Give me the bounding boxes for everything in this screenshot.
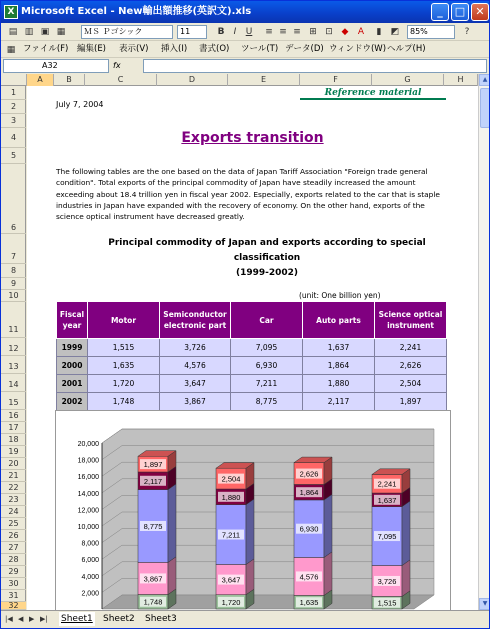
- header-car[interactable]: Car: [231, 302, 303, 339]
- new-icon[interactable]: ▤: [8, 27, 18, 37]
- first-sheet-icon[interactable]: |◀: [5, 615, 13, 623]
- title-bar[interactable]: [1, 1, 490, 23]
- table-title-line2: classification: [233, 253, 301, 263]
- select-all-corner[interactable]: [1, 74, 27, 86]
- data-label: 4,576: [299, 572, 319, 582]
- exports-table: [56, 301, 447, 411]
- open-icon[interactable]: ▥: [24, 27, 34, 37]
- cell-value[interactable]: 3,726: [160, 339, 231, 357]
- menu-help[interactable]: ヘルプ(H): [387, 44, 426, 54]
- row-header[interactable]: 25: [1, 518, 26, 530]
- row-header[interactable]: 14: [1, 374, 26, 392]
- menu-window[interactable]: ウィンドウ(W): [329, 44, 387, 54]
- row-header[interactable]: 20: [1, 458, 26, 470]
- data-label: 3,647: [221, 575, 241, 585]
- row-header[interactable]: 3: [1, 114, 26, 128]
- window-title: Microsoft Excel - New輸出額推移(英訳文).xls: [21, 6, 252, 17]
- y-tick-label: 14,000: [77, 490, 99, 498]
- bar-side: [246, 499, 254, 564]
- row-header[interactable]: 7: [1, 234, 26, 264]
- row-header[interactable]: 28: [1, 554, 26, 566]
- row-headers: [1, 86, 26, 610]
- header-semiconductor[interactable]: Semiconductor electronic part: [160, 302, 231, 339]
- cell-year[interactable]: 2002: [57, 393, 88, 411]
- y-tick-label: 10,000: [77, 524, 99, 531]
- close-button[interactable]: ✕: [471, 3, 489, 21]
- prev-sheet-icon[interactable]: ◀: [18, 615, 24, 623]
- data-label: 2,626: [299, 469, 319, 479]
- fill-color-icon[interactable]: ◆: [341, 27, 349, 37]
- row-header[interactable]: 23: [1, 494, 26, 506]
- bar-side: [324, 552, 332, 596]
- menu-tools[interactable]: ツール(T): [241, 44, 279, 54]
- table-title-line1: Principal commodity of Japan and exports according to special: [108, 238, 426, 248]
- data-label: 1,637: [377, 495, 397, 505]
- row-header[interactable]: 32: [1, 602, 26, 610]
- data-label: 2,504: [221, 474, 241, 484]
- row-header[interactable]: 10: [1, 290, 26, 302]
- next-sheet-icon[interactable]: ▶: [29, 615, 35, 623]
- cell-value[interactable]: 8,775: [231, 393, 303, 411]
- cell-value[interactable]: 1,880: [303, 375, 375, 393]
- y-tick-label: 18,000: [77, 457, 99, 465]
- y-tick-label: 6,000: [81, 557, 99, 565]
- fx-icon[interactable]: fx: [113, 61, 121, 70]
- workbook-icon: ▦: [6, 45, 16, 55]
- scroll-thumb[interactable]: [480, 88, 490, 128]
- cell-year[interactable]: 1999: [57, 339, 88, 357]
- align-left-icon[interactable]: ≡: [265, 27, 273, 37]
- row-header[interactable]: 9: [1, 278, 26, 290]
- description-paragraph: The following tables are the one based on the data of Japan Tariff Association "Foreign trade general condition". Total exports of the principal commodity of Japan have steadily increased the amount exceeding about 18.4 trillion yen in fiscal year 2002. Especially, exports related to the car that is staple industries in Japan have expanded with the recovery of economy. On the other hand, exports of the science optical instrument have decreased greatly.: [56, 167, 440, 222]
- row-header[interactable]: 11: [1, 302, 26, 338]
- row-header[interactable]: 15: [1, 392, 26, 410]
- data-label: 3,867: [143, 574, 163, 584]
- name-box[interactable]: A32: [3, 59, 109, 73]
- row-header[interactable]: 8: [1, 264, 26, 278]
- y-tick-label: 2,000: [81, 590, 99, 598]
- cell-value[interactable]: 3,867: [160, 393, 231, 411]
- column-header-a[interactable]: A: [27, 74, 54, 86]
- unit-label: (unit: One billion yen): [299, 291, 381, 300]
- column-header-e[interactable]: E: [228, 74, 300, 86]
- bar-side: [168, 484, 176, 562]
- borders-icon[interactable]: ⊡: [325, 27, 333, 37]
- bar-side: [402, 560, 410, 597]
- cell-value[interactable]: 7,095: [231, 339, 303, 357]
- maximize-button[interactable]: □: [451, 3, 469, 21]
- formula-bar: [1, 58, 490, 74]
- row-header[interactable]: 19: [1, 446, 26, 458]
- cell-value[interactable]: 1,720: [88, 375, 160, 393]
- save-icon[interactable]: ▣: [40, 27, 50, 37]
- reference-label: Reference material: [300, 87, 446, 100]
- row-header[interactable]: 1: [1, 86, 26, 100]
- scroll-down-icon[interactable]: ▼: [479, 598, 490, 610]
- menu-file[interactable]: ファイル(F): [23, 44, 69, 54]
- page-title: Exports transition: [181, 130, 324, 146]
- table-row: [57, 375, 447, 393]
- cell-year[interactable]: 2000: [57, 357, 88, 375]
- underline-icon[interactable]: U: [245, 27, 253, 37]
- cell-value[interactable]: 7,211: [231, 375, 303, 393]
- cell-value[interactable]: 6,930: [231, 357, 303, 375]
- header-motor[interactable]: Motor: [88, 302, 160, 339]
- cell-value[interactable]: 1,637: [303, 339, 375, 357]
- column-headers: [1, 74, 490, 86]
- report-date: July 7, 2004: [56, 100, 104, 109]
- drawing-icon[interactable]: ◩: [390, 27, 400, 37]
- header-science-optical[interactable]: Science optical instrument: [375, 302, 447, 339]
- tab-sheet2[interactable]: Sheet2: [103, 614, 135, 624]
- zoom-select[interactable]: 85%: [407, 25, 455, 39]
- column-header-f[interactable]: F: [300, 74, 372, 86]
- y-tick-label: 20,000: [77, 441, 99, 448]
- data-label: 6,930: [299, 524, 319, 534]
- row-header[interactable]: 26: [1, 530, 26, 542]
- row-header[interactable]: 29: [1, 566, 26, 578]
- data-label: 1,748: [143, 597, 163, 607]
- header-fiscal-year[interactable]: Fiscal year: [57, 302, 88, 339]
- table-row: [57, 357, 447, 375]
- table-row: [57, 393, 447, 411]
- row-header[interactable]: 31: [1, 590, 26, 602]
- row-header[interactable]: 12: [1, 338, 26, 356]
- vertical-scrollbar[interactable]: [478, 74, 490, 610]
- table-title-line3: (1999-2002): [235, 268, 299, 278]
- row-header[interactable]: 22: [1, 482, 26, 494]
- row-header[interactable]: 27: [1, 542, 26, 554]
- cell-value[interactable]: 1,515: [88, 339, 160, 357]
- data-label: 3,726: [377, 576, 397, 586]
- tab-sheet1[interactable]: Sheet1: [61, 614, 93, 624]
- bold-icon[interactable]: B: [217, 27, 225, 37]
- cell-value[interactable]: 1,748: [88, 393, 160, 411]
- row-header[interactable]: 5: [1, 148, 26, 164]
- sheet-tabs-bar: [1, 610, 490, 629]
- column-header-h[interactable]: H: [444, 74, 478, 86]
- cell-value[interactable]: 2,626: [375, 357, 447, 375]
- chart-svg: [56, 411, 452, 610]
- data-label: 1,720: [221, 597, 241, 607]
- bar-side: [324, 494, 332, 557]
- table-row: [57, 339, 447, 357]
- menu-data[interactable]: データ(D): [285, 44, 324, 54]
- menu-edit[interactable]: 編集(E): [77, 44, 107, 54]
- data-label: 1,880: [221, 492, 241, 502]
- row-header[interactable]: 30: [1, 578, 26, 590]
- header-auto-parts[interactable]: Auto parts: [303, 302, 375, 339]
- row-header[interactable]: 16: [1, 410, 26, 422]
- data-label: 7,095: [377, 532, 397, 542]
- font-color-icon[interactable]: A: [357, 27, 365, 37]
- table-title: [67, 236, 467, 281]
- row-header[interactable]: 17: [1, 422, 26, 434]
- cell-value[interactable]: 1,897: [375, 393, 447, 411]
- menu-insert[interactable]: 挿入(I): [161, 44, 188, 54]
- data-label: 1,864: [299, 488, 319, 498]
- column-header-d[interactable]: D: [157, 74, 228, 86]
- cell-value[interactable]: 4,576: [160, 357, 231, 375]
- row-header[interactable]: 21: [1, 470, 26, 482]
- worksheet-grid[interactable]: [27, 86, 478, 610]
- y-tick-label: 8,000: [81, 540, 99, 548]
- menu-format[interactable]: 書式(O): [199, 44, 230, 54]
- y-tick-label: 16,000: [77, 474, 99, 482]
- data-label: 1,515: [377, 598, 397, 608]
- chart-wizard-icon[interactable]: ▮: [376, 27, 382, 37]
- data-label: 1,897: [143, 460, 163, 470]
- row-header[interactable]: 6: [1, 164, 26, 234]
- column-header-g[interactable]: G: [372, 74, 444, 86]
- italic-icon[interactable]: I: [233, 27, 237, 37]
- excel-icon: X: [4, 5, 18, 19]
- formula-input[interactable]: [143, 59, 487, 73]
- menu-view[interactable]: 表示(V): [119, 44, 149, 54]
- cell-year[interactable]: 2001: [57, 375, 88, 393]
- cell-value[interactable]: 1,635: [88, 357, 160, 375]
- data-label: 1,635: [299, 598, 319, 608]
- column-header-b[interactable]: B: [54, 74, 85, 86]
- help-icon[interactable]: ?: [464, 27, 470, 37]
- y-tick-label: 4,000: [81, 573, 99, 581]
- data-label: 8,775: [143, 521, 163, 531]
- align-right-icon[interactable]: ≡: [293, 27, 301, 37]
- bar-side: [246, 559, 254, 595]
- font-name-select[interactable]: ＭＳ Ｐゴシック: [81, 25, 173, 39]
- y-tick-label: 12,000: [77, 507, 99, 515]
- row-header[interactable]: 18: [1, 434, 26, 446]
- data-label: 2,117: [143, 476, 163, 486]
- column-header-c[interactable]: C: [85, 74, 157, 86]
- cell-value[interactable]: 2,117: [303, 393, 375, 411]
- tab-sheet3[interactable]: Sheet3: [145, 614, 177, 624]
- minimize-button[interactable]: _: [431, 3, 449, 21]
- font-size-select[interactable]: 11: [177, 25, 207, 39]
- row-header[interactable]: 2: [1, 100, 26, 114]
- align-center-icon[interactable]: ≡: [279, 27, 287, 37]
- exports-chart[interactable]: [55, 410, 451, 610]
- cell-value[interactable]: 1,864: [303, 357, 375, 375]
- formatting-toolbar: [1, 23, 490, 41]
- bar-side: [402, 501, 410, 565]
- row-header[interactable]: 13: [1, 356, 26, 374]
- menu-bar: [1, 41, 490, 58]
- cell-value[interactable]: 2,241: [375, 339, 447, 357]
- print-icon[interactable]: ▦: [56, 27, 66, 37]
- cell-value[interactable]: 2,504: [375, 375, 447, 393]
- data-label: 7,211: [221, 530, 241, 540]
- table-header-row: [57, 302, 447, 339]
- cell-value[interactable]: 3,647: [160, 375, 231, 393]
- row-header[interactable]: 24: [1, 506, 26, 518]
- bar-side: [168, 557, 176, 595]
- last-sheet-icon[interactable]: ▶|: [40, 615, 48, 623]
- data-label: 2,241: [377, 479, 397, 489]
- merge-icon[interactable]: ⊞: [309, 27, 317, 37]
- row-header[interactable]: 4: [1, 128, 26, 148]
- scroll-up-icon[interactable]: ▲: [479, 74, 490, 86]
